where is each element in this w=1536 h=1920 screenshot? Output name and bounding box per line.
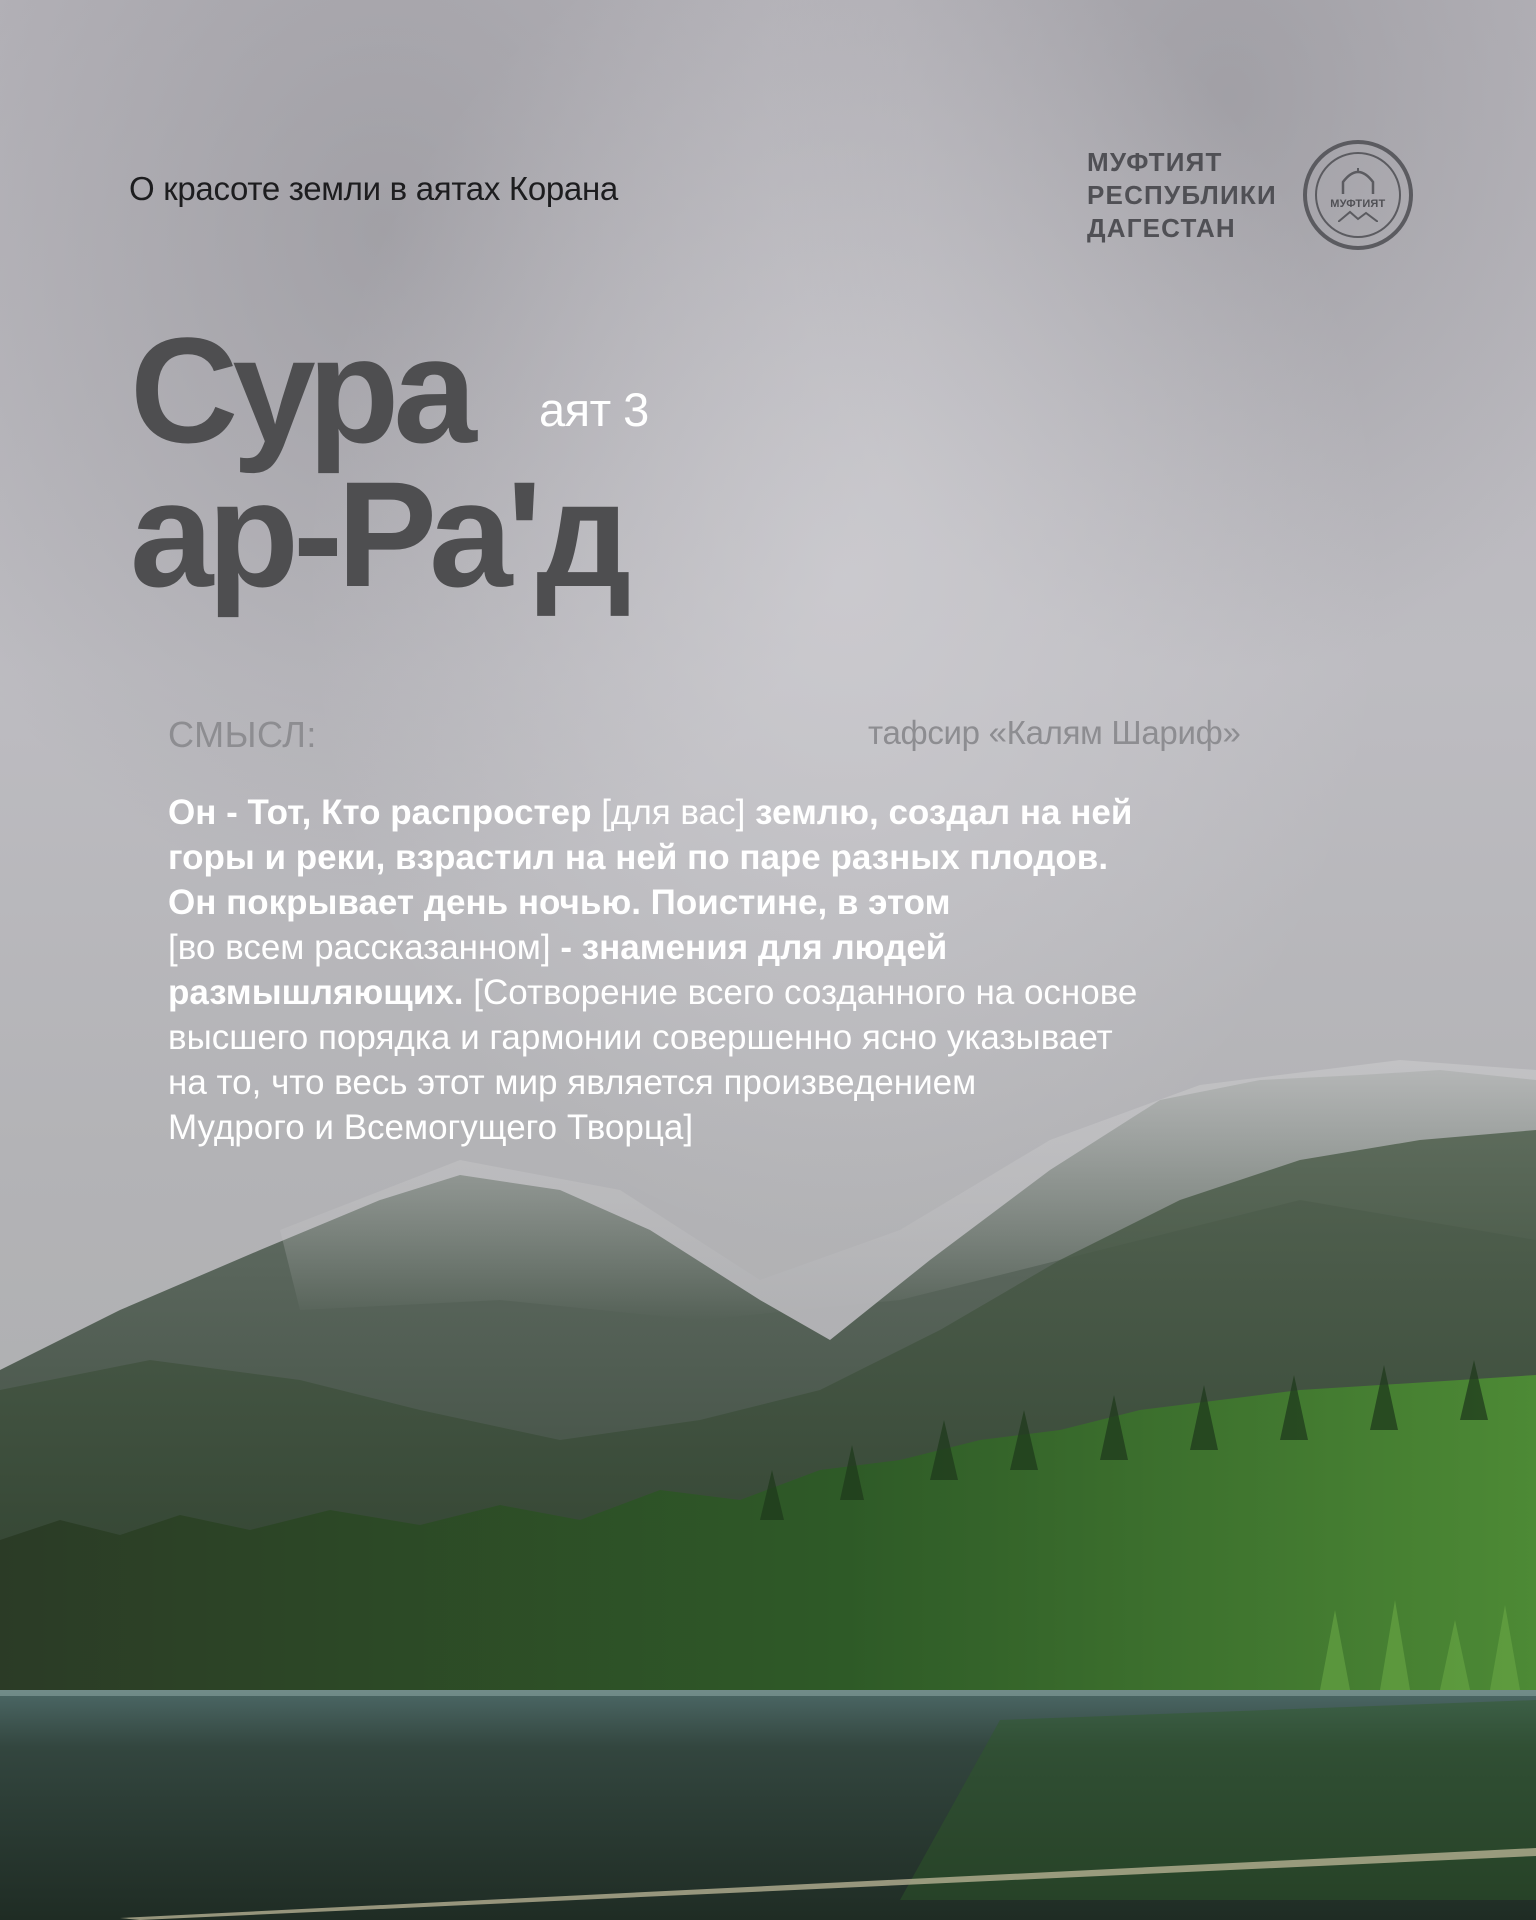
- organization-logo: [1087, 140, 1413, 250]
- verse-segment: на то, что весь этот мир является произведением: [168, 1063, 977, 1102]
- emblem-text: МУФТИЯТ: [1330, 198, 1386, 210]
- verse-segment: Он - Тот, Кто распростер: [168, 793, 602, 832]
- verse-segment: - знамения для людей: [560, 928, 948, 967]
- organization-name-line: РЕСПУБЛИКИ: [1087, 179, 1277, 210]
- verse-segment: горы и реки, взрастил на ней по паре разных плодов.: [168, 838, 1109, 877]
- organization-name-line: МУФТИЯТ: [1087, 146, 1223, 177]
- tafsir-source: тафсир «Калям Шариф»: [868, 714, 1241, 751]
- surah-title: [130, 306, 626, 618]
- verse-text: [168, 790, 1278, 1150]
- verse-line: [168, 970, 1278, 1015]
- verse-line: [168, 790, 1278, 835]
- surah-title-line: ар-Ра'д: [130, 450, 626, 618]
- verse-segment: Он покрывает день ночью. Поистине, в этом: [168, 883, 951, 922]
- verse-line: [168, 835, 1278, 880]
- verse-segment: [во всем рассказанном]: [168, 928, 561, 967]
- verse-line: [168, 1105, 1278, 1150]
- mountains-icon: [1338, 210, 1378, 222]
- verse-segment: [для вас]: [601, 793, 756, 832]
- verse-segment: размышляющих.: [168, 973, 474, 1012]
- surah-title-line: Сура: [130, 306, 471, 474]
- verse-segment: [Сотворение всего созданного на основе: [473, 973, 1138, 1012]
- mosque-dome-icon: [1337, 168, 1379, 194]
- verse-line: [168, 1060, 1278, 1105]
- meaning-label: СМЫСЛ:: [168, 714, 317, 755]
- verse-line: [168, 880, 1278, 925]
- organization-name: [1087, 146, 1277, 245]
- organization-name-line: ДАГЕСТАН: [1087, 212, 1236, 243]
- verse-line: [168, 1015, 1278, 1060]
- mosque-mountains-emblem-icon: [1303, 140, 1413, 250]
- subtitle: О красоте земли в аятах Корана: [129, 170, 618, 207]
- verse-line: [168, 925, 1278, 970]
- ayat-number: аят 3: [539, 383, 649, 436]
- verse-segment: Мудрого и Всемогущего Творца]: [168, 1108, 694, 1147]
- verse-segment: высшего порядка и гармонии совершенно ясно указывает: [168, 1018, 1113, 1057]
- verse-segment: землю, создал на ней: [755, 793, 1133, 832]
